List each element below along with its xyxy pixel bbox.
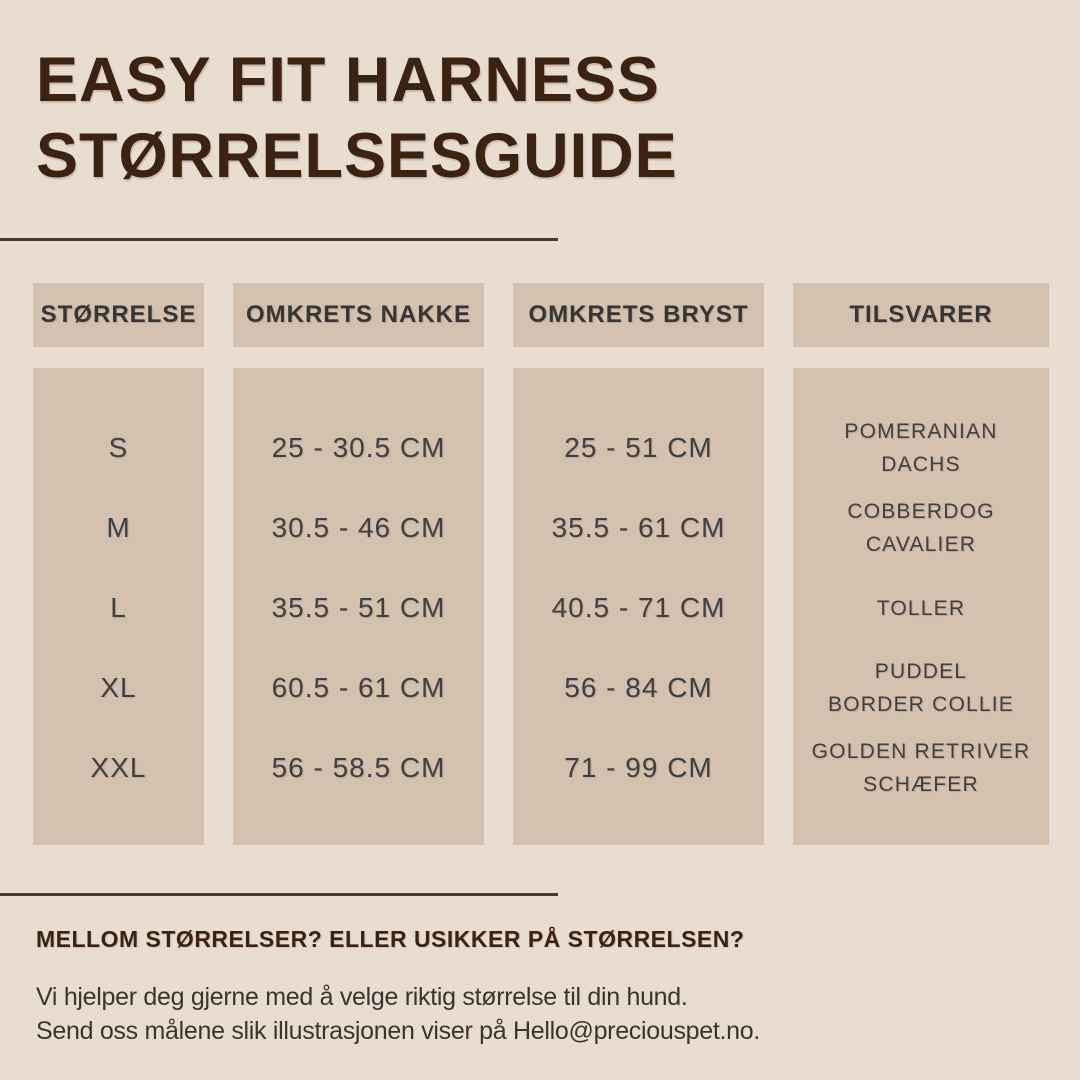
size-cell-m: M: [106, 512, 131, 543]
column-header-breeds: TILSVARER: [793, 283, 1049, 347]
neck-cell-l: 35.5 - 51 CM: [271, 592, 446, 623]
page-title: [36, 42, 678, 194]
breed-line: COBBERDOG: [847, 500, 995, 523]
neck-cell-m: 30.5 - 46 CM: [271, 512, 446, 543]
size-table: [33, 283, 1049, 845]
breed-line: CAVALIER: [865, 533, 977, 556]
breeds-cell-m: [793, 488, 1049, 568]
size-table-body: [33, 368, 1049, 845]
footer-text-line-1: Vi hjelper deg gjerne med å velge riktig størrelse til din hund.: [36, 983, 688, 1011]
chest-cell-l: 40.5 - 71 CM: [551, 592, 726, 623]
chest-cell-xxl: 71 - 99 CM: [564, 752, 713, 783]
breed-line: GOLDEN RETRIVER: [811, 740, 1031, 763]
page-title-line-2: STØRRELSESGUIDE: [36, 121, 678, 191]
column-breeds: [793, 368, 1049, 845]
breeds-cell-s: [793, 408, 1049, 488]
footer-text: [36, 980, 760, 1048]
chest-cell-xl: 56 - 84 CM: [564, 672, 713, 703]
breed-line: BORDER COLLIE: [828, 693, 1014, 716]
chest-cell-m: 35.5 - 61 CM: [551, 512, 726, 543]
footer-text-line-2: Send oss målene slik illustrasjonen viser på Hello@preciouspet.no.: [36, 1017, 761, 1045]
size-table-header-row: [33, 283, 1049, 347]
bottom-divider: [0, 893, 558, 896]
column-chest: [513, 368, 764, 845]
footer-heading: MELLOM STØRRELSER? ELLER USIKKER PÅ STØRRELSEN?: [36, 926, 745, 952]
breed-line: PUDDEL: [874, 660, 968, 683]
column-size: [33, 368, 204, 845]
breeds-cell-xl: [793, 648, 1049, 728]
breed-line: SCHÆFER: [863, 773, 979, 796]
column-header-size: STØRRELSE: [33, 283, 204, 347]
size-cell-xxl: XXL: [90, 752, 147, 783]
chest-cell-s: 25 - 51 CM: [564, 432, 713, 463]
breed-line: POMERANIAN: [844, 420, 998, 443]
breed-line: DACHS: [881, 453, 961, 476]
page-title-line-1: EASY FIT HARNESS: [36, 45, 660, 115]
neck-cell-xxl: 56 - 58.5 CM: [271, 752, 446, 783]
neck-cell-xl: 60.5 - 61 CM: [271, 672, 446, 703]
column-header-neck: OMKRETS NAKKE: [233, 283, 484, 347]
column-neck: [233, 368, 484, 845]
breeds-cell-xxl: [793, 728, 1049, 808]
breeds-cell-l: [793, 568, 1049, 648]
breed-line: TOLLER: [876, 596, 966, 620]
size-cell-xl: XL: [100, 672, 137, 703]
neck-cell-s: 25 - 30.5 CM: [271, 432, 446, 463]
size-cell-s: S: [108, 432, 129, 463]
size-cell-l: L: [110, 592, 127, 623]
top-divider: [0, 238, 558, 241]
column-header-chest: OMKRETS BRYST: [513, 283, 764, 347]
